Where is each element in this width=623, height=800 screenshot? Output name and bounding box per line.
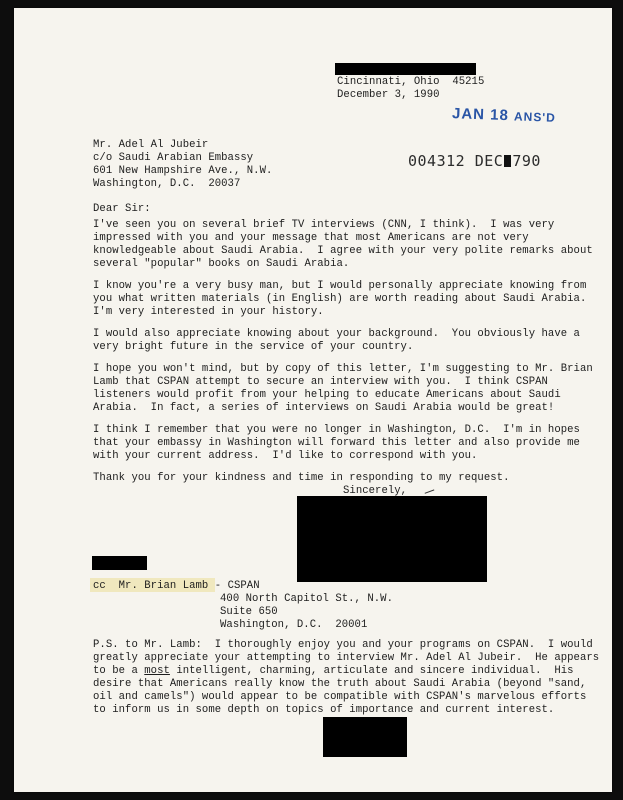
postscript-line bbox=[93, 665, 574, 678]
body-line: very bright future in the service of your country. bbox=[93, 341, 414, 353]
postscript-line: desire that Americans really know the truth about Saudi Arabia (beyond "sand, bbox=[93, 678, 587, 690]
body-line: I would also appreciate knowing about your background. You obviously have a bbox=[93, 328, 580, 340]
cc-organization: - CSPAN bbox=[208, 580, 260, 592]
body-line: I hope you won't mind, but by copy of this letter, I'm suggesting to Mr. Brian bbox=[93, 363, 593, 375]
postscript-line: oil and camels") would appear to be compatible with CSPAN's marvelous efforts bbox=[93, 691, 587, 703]
redaction-initials bbox=[92, 556, 147, 570]
body-line: I know you're a very busy man, but I would personally appreciate knowing from bbox=[93, 280, 587, 292]
received-date-text: JAN 18 bbox=[451, 105, 510, 125]
reference-suffix: 790 bbox=[512, 152, 541, 170]
reference-number-stamp bbox=[408, 152, 541, 170]
body-line: that your embassy in Washington will forward this letter and also provide me bbox=[93, 437, 580, 449]
body-line: Lamb that CSPAN attempt to secure an interview with you. I think CSPAN bbox=[93, 376, 548, 388]
cc-address-line: Washington, D.C. 20001 bbox=[220, 619, 368, 631]
body-line: knowledgeable about Saudi Arabia. I agree with your very polite remarks about bbox=[93, 245, 593, 257]
stamp-blot-mark bbox=[504, 155, 511, 167]
recipient-line: c/o Saudi Arabian Embassy bbox=[93, 152, 254, 164]
body-line: I've seen you on several brief TV interviews (CNN, I think). I was very bbox=[93, 219, 555, 231]
postscript-text: to be a bbox=[93, 665, 145, 677]
recipient-line: Mr. Adel Al Jubeir bbox=[93, 139, 209, 151]
cc-line bbox=[93, 580, 260, 593]
redaction-bottom bbox=[323, 717, 407, 757]
body-line: listeners would profit from your helping to educate Americans about Saudi bbox=[93, 389, 561, 401]
body-line: several "popular" books on Saudi Arabia. bbox=[93, 258, 350, 270]
letter-date: December 3, 1990 bbox=[337, 89, 440, 101]
received-date-stamp bbox=[452, 105, 556, 126]
reference-prefix: 004312 DEC bbox=[408, 152, 504, 170]
underlined-word: most bbox=[144, 665, 170, 677]
postscript-text: intelligent, charming, articulate and sincere individual. His bbox=[169, 665, 574, 677]
body-line: I think I remember that you were no longer in Washington, D.C. I'm in hopes bbox=[93, 424, 580, 436]
redaction-sender-name bbox=[335, 63, 476, 75]
body-line: with your current address. I'd like to correspond with you. bbox=[93, 450, 478, 462]
postscript-line: P.S. to Mr. Lamb: I thoroughly enjoy you and your programs on CSPAN. I would bbox=[93, 639, 593, 651]
cc-recipient: cc Mr. Brian Lamb bbox=[93, 580, 209, 592]
closing: Sincerely, bbox=[343, 485, 408, 497]
recipient-line: Washington, D.C. 20037 bbox=[93, 178, 241, 190]
body-line: Arabia. In fact, a series of interviews on Saudi Arabia would be great! bbox=[93, 402, 555, 414]
salutation: Dear Sir: bbox=[93, 203, 151, 215]
body-line: you what written materials (in English) are worth reading about Saudi Arabia. bbox=[93, 293, 587, 305]
cc-address-line: 400 North Capitol St., N.W. bbox=[220, 593, 393, 605]
postscript-line: greatly appreciate your attempting to interview Mr. Adel Al Jubeir. He appears bbox=[93, 652, 600, 664]
body-line: Thank you for your kindness and time in responding to my request. bbox=[93, 472, 510, 484]
body-line: I'm very interested in your history. bbox=[93, 306, 324, 318]
recipient-line: 601 New Hampshire Ave., N.W. bbox=[93, 165, 273, 177]
cc-address-line: Suite 650 bbox=[220, 606, 278, 618]
postscript-line: to inform us in some depth on topics of importance and current interest. bbox=[93, 704, 555, 716]
sender-city-line: Cincinnati, Ohio 45215 bbox=[337, 76, 485, 88]
body-line: impressed with you and your message that most Americans are not very bbox=[93, 232, 529, 244]
redaction-signature bbox=[297, 496, 487, 582]
received-answered-text: ANS'D bbox=[513, 109, 557, 125]
